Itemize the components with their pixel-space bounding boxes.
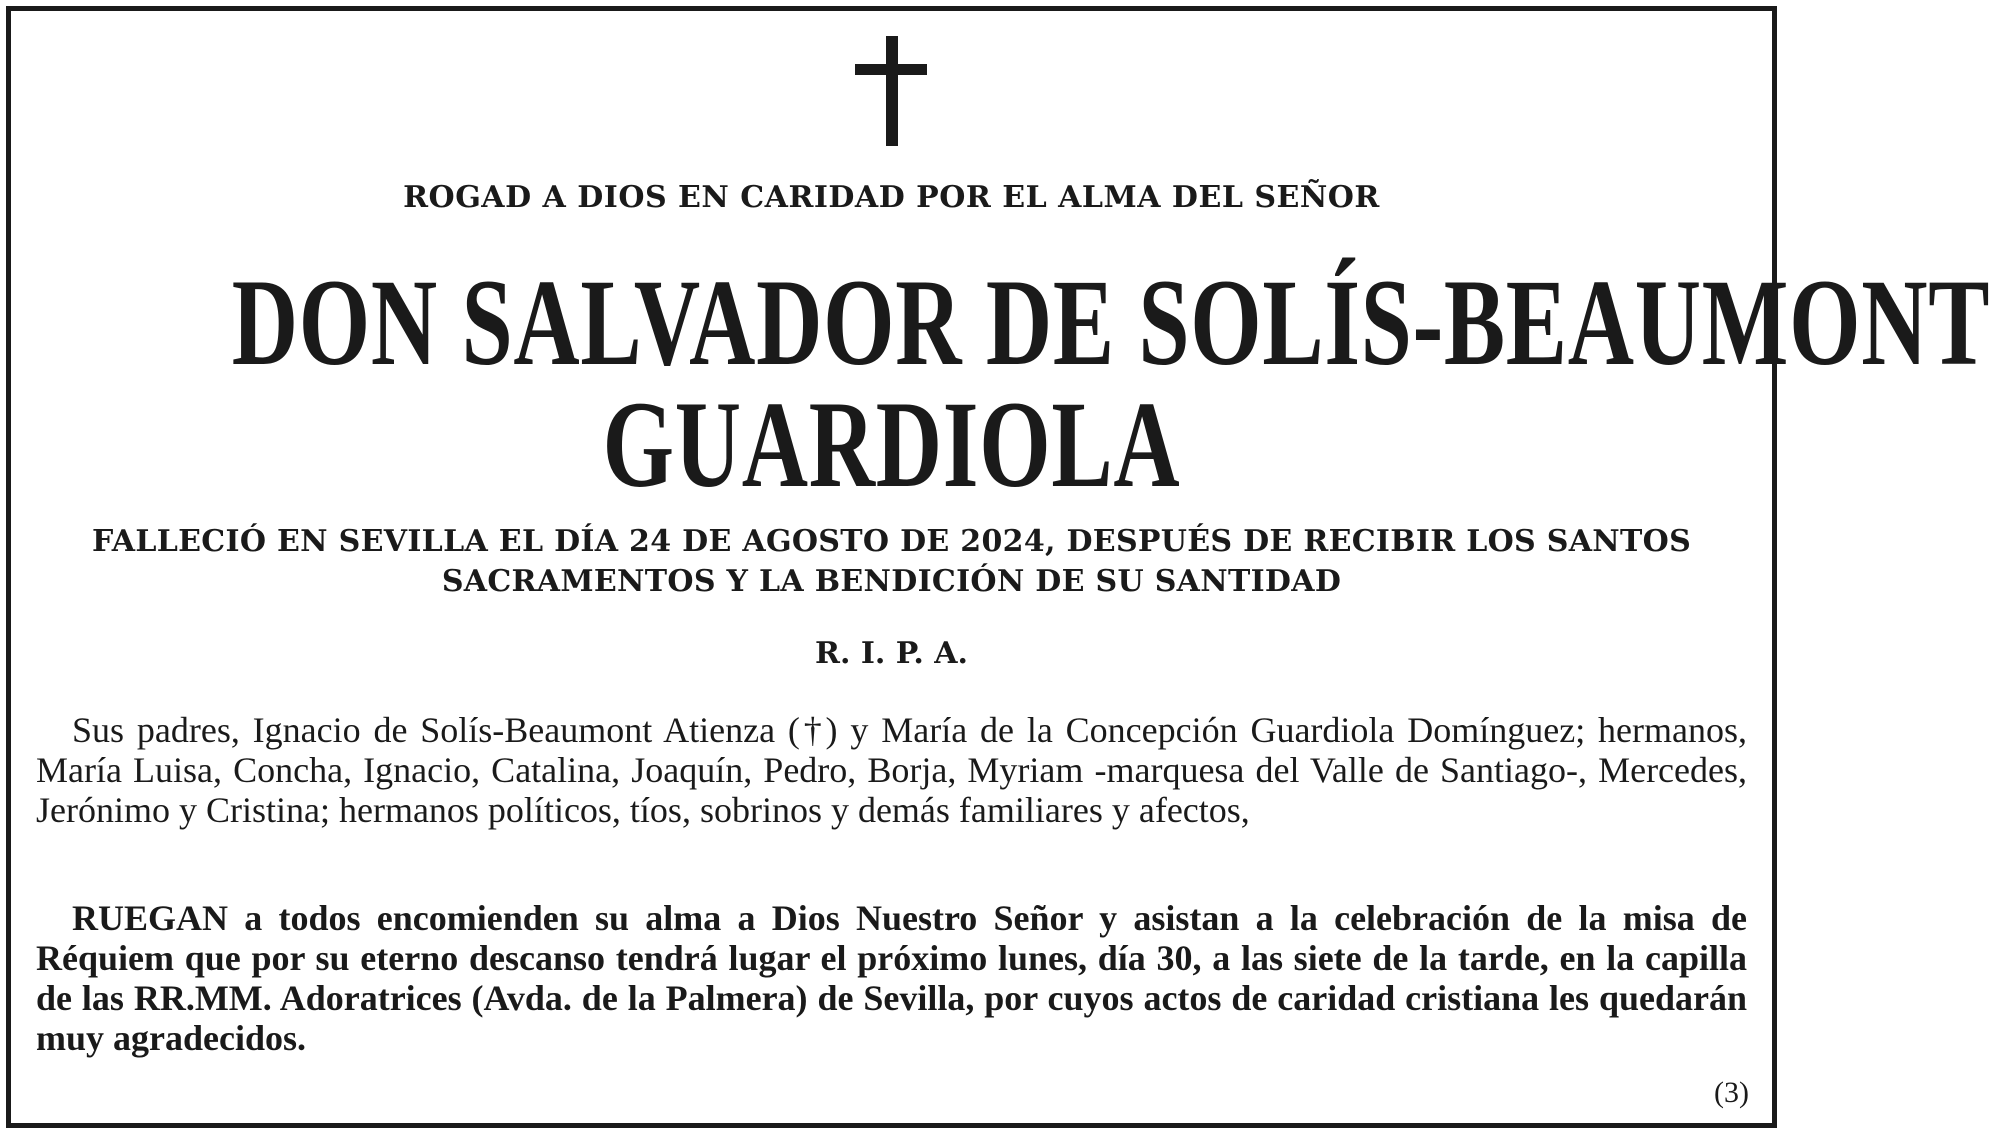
request-paragraph: RUEGAN a todos encomienden su alma a Dios Nuestro Señor y asistan a la celebración de la misa de Réquiem que por su eterno descanso tendrá lugar el próximo lunes, día 30, a las siete de la tarde, en la capilla de las RR.MM. Adoratrices (Avda. de la Palmera) de Sevilla, por cuyos actos de caridad cristiana les quedarán muy agradecidos.: [36, 898, 1747, 1058]
death-notice-line2: SACRAMENTOS Y LA BENDICIÓN DE SU SANTIDAD: [441, 564, 1342, 599]
reference-number: (3): [1714, 1076, 1749, 1109]
deceased-name: [231, 254, 1990, 513]
death-notice: [36, 522, 1747, 602]
deceased-name-line2: GUARDIOLA: [602, 376, 1181, 513]
heading: ROGAD A DIOS EN CARIDAD POR EL ALMA DEL SEÑOR: [403, 180, 1380, 215]
death-notice-line1: FALLECIÓ EN SEVILLA EL DÍA 24 DE AGOSTO DE 2024, DESPUÉS DE RECIBIR LOS SANTOS: [91, 524, 1692, 559]
cross-icon: [855, 36, 927, 146]
family-paragraph: Sus padres, Ignacio de Solís-Beaumont Atienza (†) y María de la Concepción Guardiola Domínguez; hermanos, María Luisa, Concha, Ignacio, Catalina, Joaquín, Pedro, Borja, Myriam -marquesa del Valle de Santiago-, Mercedes, Jerónimo y Cristina; hermanos políticos, tíos, sobrinos y demás familiares y afectos,: [36, 710, 1747, 830]
deceased-name-line1: DON SALVADOR DE SOLÍS-BEAUMONT: [231, 254, 1990, 391]
ripa: R. I. P. A.: [815, 636, 968, 671]
